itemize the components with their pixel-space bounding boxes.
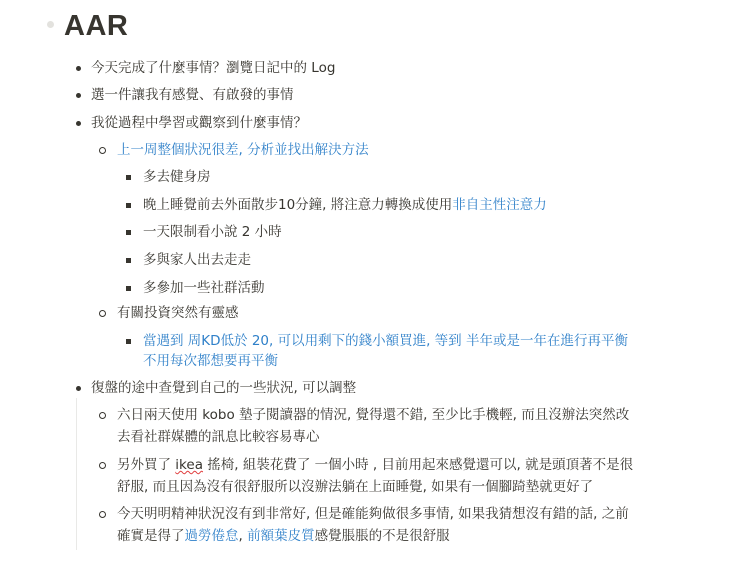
- bullet-square-icon: [126, 339, 131, 344]
- list-item[interactable]: 多與家人出去走走: [143, 252, 251, 268]
- bullet-square-icon: [126, 175, 131, 180]
- list-item[interactable]: 復盤的途中查覺到自己的一些狀況, 可以調整: [91, 380, 357, 396]
- list-item[interactable]: 今天完成了什麼事情？瀏覽日記中的 Log: [91, 60, 336, 76]
- bullet-disc-icon: [76, 66, 81, 71]
- bullet-circle-icon: [99, 412, 106, 419]
- list-item-continuation: [143, 350, 278, 373]
- list-item-continuation: 舒服, 而且因為沒有很舒服所以沒辦法躺在上面睡覺, 如果有一個腳踦墊就更好了: [117, 479, 594, 495]
- list-item[interactable]: 晚上睡覺前去外面散步10分鐘, 將注意力轉換成使用非自主性注意力: [143, 197, 547, 213]
- list-item[interactable]: 選一件讓我有感覺、有啟發的事情: [91, 87, 294, 103]
- page-title[interactable]: AAR: [64, 10, 129, 42]
- bullet-circle-icon: [99, 147, 106, 154]
- list-item[interactable]: 另外買了 ikea 搖椅, 組裝花費了 一個小時 , 目前用起來感覺還可以, 就是頭頂著不是很: [117, 457, 634, 473]
- list-item[interactable]: 有關投資突然有靈感: [117, 305, 239, 321]
- list-item[interactable]: 六日兩天使用 kobo 墊子閱讀器的情況, 覺得還不錯, 至少比手機輕, 而且沒辦法突然改: [117, 407, 630, 423]
- spellcheck-word: ikea: [175, 457, 203, 473]
- bullet-square-icon: [126, 258, 131, 263]
- bullet-square-icon: [126, 286, 131, 291]
- prefrontal-cortex-link[interactable]: 前額葉皮質: [247, 528, 315, 544]
- list-item[interactable]: 多去健身房: [143, 169, 211, 185]
- list-item-continuation: 去看社群媒體的訊息比較容易專心: [117, 429, 320, 445]
- drag-handle-icon[interactable]: [47, 21, 54, 28]
- list-item[interactable]: 今天明明精神狀況沒有到非常好, 但是確能夠做很多事情, 如果我猜想沒有錯的話, 之前: [117, 506, 629, 522]
- bullet-circle-icon: [99, 310, 106, 317]
- list-item[interactable]: 我從過程中學習或觀察到什麼事情？: [91, 115, 307, 131]
- burnout-link[interactable]: 過勞倦怠: [184, 528, 239, 544]
- bullet-disc-icon: [76, 386, 81, 391]
- bullet-disc-icon: [76, 93, 81, 98]
- bullet-square-icon: [126, 230, 131, 235]
- list-item-continuation: 確實是得了過勞倦怠, 前額葉皮質感覺脹脹的不是很舒服: [117, 528, 450, 544]
- list-item[interactable]: 多參加一些社群活動: [143, 280, 265, 296]
- bullet-circle-icon: [99, 462, 106, 469]
- nesting-guide-line: [76, 398, 77, 550]
- bullet-circle-icon: [99, 511, 106, 518]
- list-item-link[interactable]: [117, 139, 369, 162]
- investment-note-link-continued[interactable]: 不用每次都想要再平衡: [143, 353, 278, 369]
- analysis-link[interactable]: 上一周整個狀況很差, 分析並找出解決方法: [117, 142, 369, 158]
- involuntary-attention-link[interactable]: 非自主性注意力: [452, 197, 547, 213]
- bullet-disc-icon: [76, 121, 81, 126]
- bullet-square-icon: [126, 203, 131, 208]
- list-item[interactable]: 一天限制看小說 2 小時: [143, 224, 282, 240]
- investment-note-link[interactable]: 當遇到 周KD低於 20, 可以用剩下的錢小額買進, 等到 半年或是一年在進行再平衡: [143, 333, 628, 349]
